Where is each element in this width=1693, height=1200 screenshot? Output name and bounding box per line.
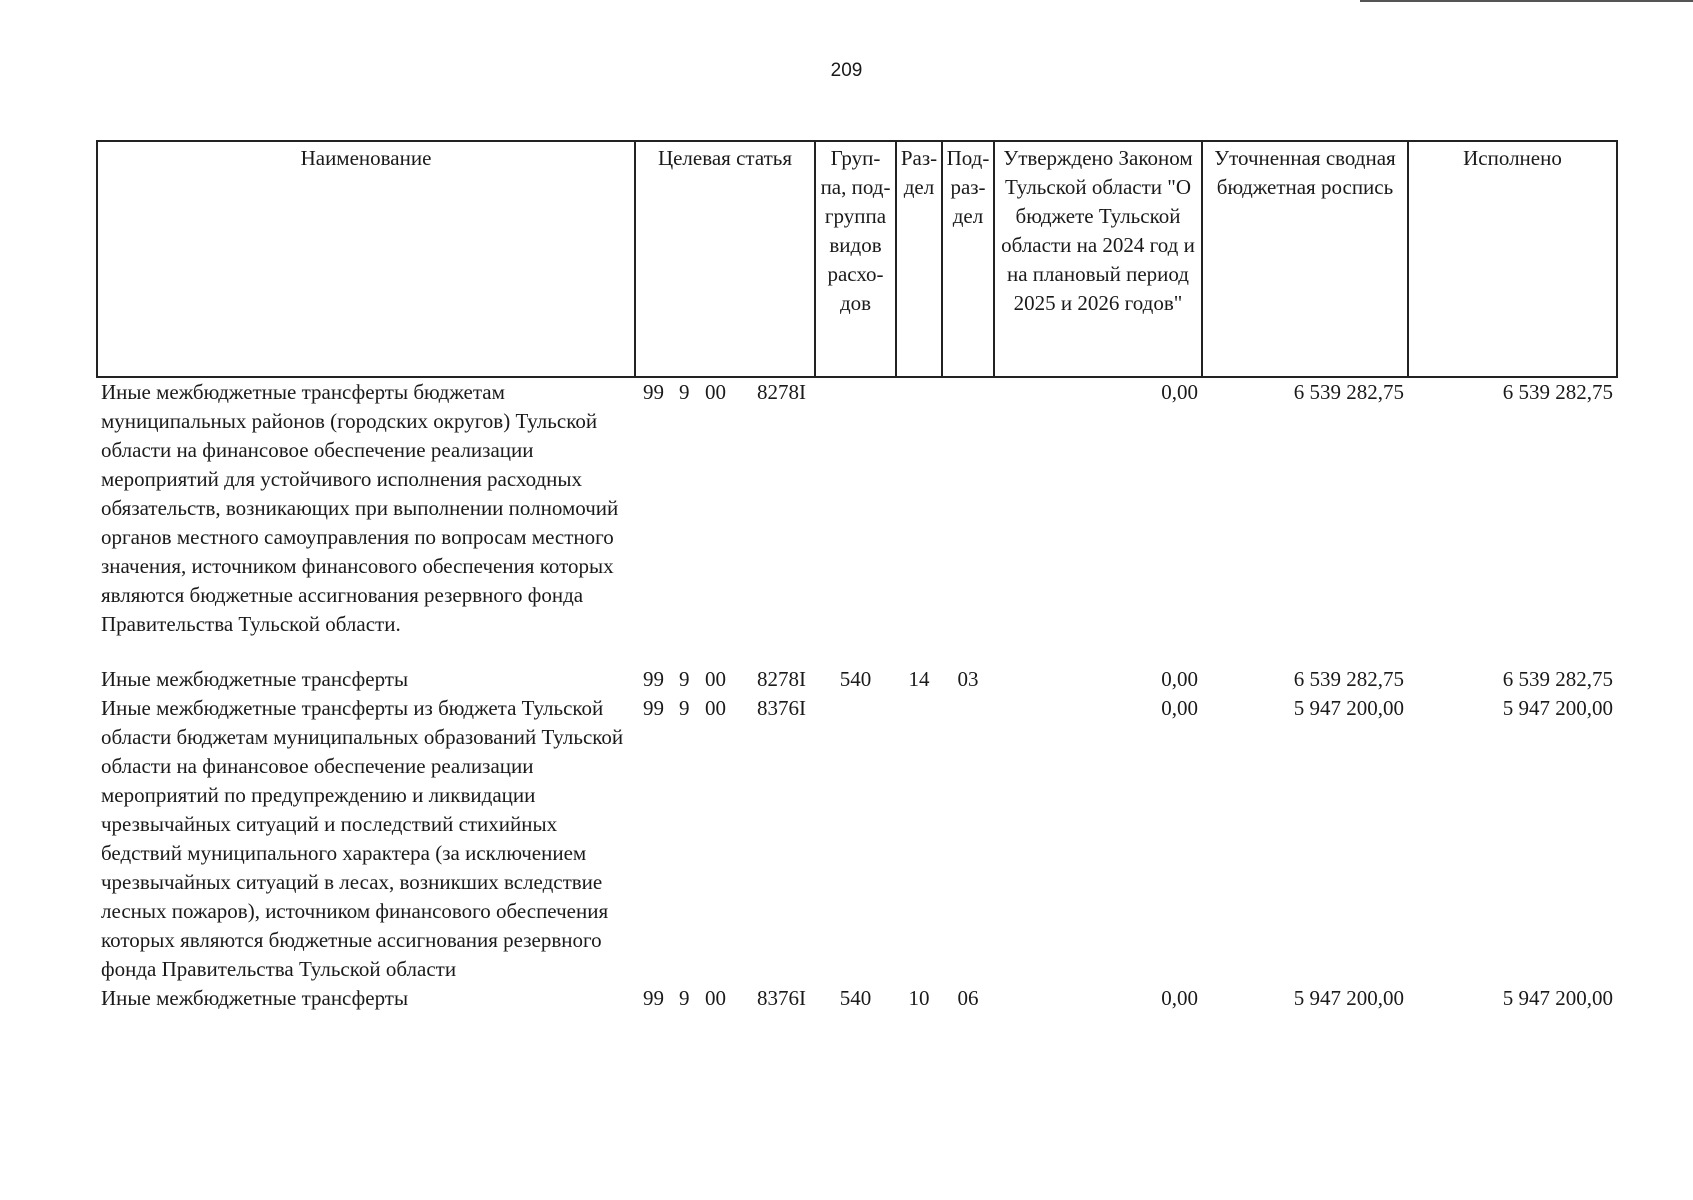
row-subsection xyxy=(942,377,994,639)
row-name: Иные межбюджетные трансферты из бюджета Тульской области бюджетам муниципальных образований Тульской области на финансовое обеспечение реализации мероприятий по предупреждению и ликвидации чрезвычайных ситуаций и последствий стихийных бедствий муниципального характера (за исключением чрезвычайных ситуаций в лесах, возникших вследствие лесных пожаров), источником финансового обеспечения которых являются бюджетные ассигнования резервного фонда Правительства Тульской области xyxy=(101,696,624,981)
row-name: Иные межбюджетные трансферты xyxy=(101,667,409,691)
header-target: Целевая статья xyxy=(635,141,815,377)
page-number: 209 xyxy=(830,60,863,81)
row-group xyxy=(815,377,896,639)
table-header-row xyxy=(97,141,1617,377)
row-approved: 0,00 xyxy=(1161,986,1198,1010)
row-group: 540 xyxy=(839,986,872,1010)
row-approved: 0,00 xyxy=(1161,696,1198,720)
row-executed: 5 947 200,00 xyxy=(1502,696,1613,720)
row-executed: 6 539 282,75 xyxy=(1502,667,1613,691)
row-refined: 6 539 282,75 xyxy=(1293,380,1404,404)
row-approved: 0,00 xyxy=(1161,380,1198,404)
row-section xyxy=(896,377,942,639)
header-section: Раз-дел xyxy=(896,141,942,377)
table-row xyxy=(97,694,1617,984)
row-executed: 5 947 200,00 xyxy=(1502,986,1613,1010)
row-executed: 6 539 282,75 xyxy=(1502,380,1613,404)
header-group: Груп-па, под-группа видов расхо-дов xyxy=(815,141,896,377)
header-approved: Утверждено Законом Тульской области "О бюджете Тульской области на 2024 год и на плановый период 2025 и 2026 годов" xyxy=(994,141,1202,377)
row-section: 14 xyxy=(908,667,930,691)
row-section: 10 xyxy=(908,986,930,1010)
row-target-code: 99 9 00 8376I xyxy=(643,696,806,720)
row-name: Иные межбюджетные трансферты бюджетам муниципальных районов (городских округов) Тульской области на финансовое обеспечение реализации мероприятий для устойчивого исполнения расходных обязательств, возникающих при выполнении полномочий органов местного самоуправления по вопросам местного значения, источником финансового обеспечения которых являются бюджетные ассигнования резервного фонда Правительства Тульской области. xyxy=(101,380,619,636)
row-target-code: 99 9 00 8278I xyxy=(643,667,806,691)
budget-table xyxy=(96,140,1618,1013)
row-refined: 6 539 282,75 xyxy=(1293,667,1404,691)
row-section xyxy=(896,694,942,984)
table-row xyxy=(97,665,1617,694)
row-name: Иные межбюджетные трансферты xyxy=(101,986,409,1010)
header-refined: Уточненная сводная бюджетная роспись xyxy=(1202,141,1408,377)
row-group xyxy=(815,694,896,984)
row-refined: 5 947 200,00 xyxy=(1293,696,1404,720)
top-edge-rule xyxy=(1360,0,1693,2)
header-executed: Исполнено xyxy=(1408,141,1617,377)
row-subsection xyxy=(942,694,994,984)
row-subsection: 03 xyxy=(957,667,979,691)
row-refined: 5 947 200,00 xyxy=(1293,986,1404,1010)
table-row xyxy=(97,377,1617,639)
row-target-code: 99 9 00 8376I xyxy=(643,986,806,1010)
row-group: 540 xyxy=(839,667,872,691)
table-row xyxy=(97,984,1617,1013)
header-subsection: Под-раз-дел xyxy=(942,141,994,377)
header-name: Наименование xyxy=(97,141,635,377)
row-spacer xyxy=(97,639,1617,665)
row-subsection: 06 xyxy=(957,986,979,1010)
row-approved: 0,00 xyxy=(1161,667,1198,691)
row-target-code: 99 9 00 8278I xyxy=(643,380,806,404)
